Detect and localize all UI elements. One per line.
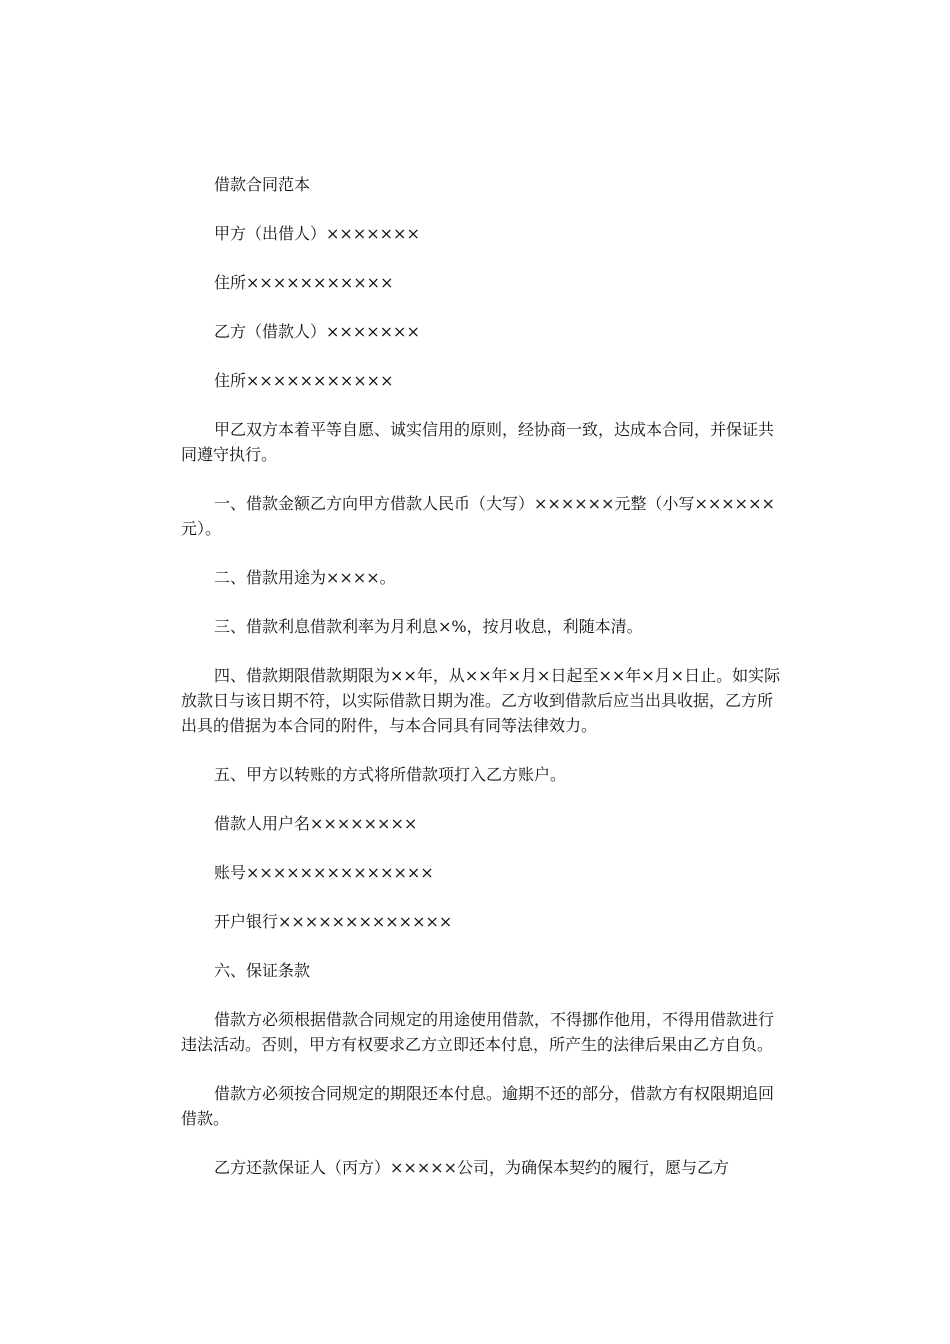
account-number: 账号×××××××××××××× <box>214 863 434 882</box>
guarantee-paragraph-3: 乙方还款保证人（丙方）×××××公司，为确保本契约的履行，愿与乙方 <box>214 1158 730 1177</box>
clause-2-loan-purpose: 二、借款用途为××××。 <box>214 568 396 587</box>
clause-4-loan-term: 四、借款期限借款期限为××年，从××年×月×日起至××年×月×日止。如实际放款日与该日期不符，以实际借款日期为准。乙方收到借款后应当出具收据，乙方所出具的借据为本合同的附件，与本合同具有同等法律效力。 <box>181 666 781 735</box>
clause-1-loan-amount: 一、借款金额乙方向甲方借款人民币（大写）××××××元整（小写××××××元）。 <box>181 494 775 538</box>
clause-5-transfer: 五、甲方以转账的方式将所借款项打入乙方账户。 <box>214 765 567 784</box>
document-title: 借款合同范本 <box>214 175 311 194</box>
party-b-address: 住所××××××××××× <box>214 371 394 390</box>
preamble-paragraph: 甲乙双方本着平等自愿、诚实信用的原则，经协商一致，达成本合同，并保证共同遵守执行。 <box>181 420 775 464</box>
clause-3-loan-interest: 三、借款利息借款利率为月利息×%，按月收息，利随本清。 <box>214 617 643 636</box>
clause-6-guarantee-heading: 六、保证条款 <box>214 961 311 980</box>
guarantee-paragraph-2: 借款方必须按合同规定的期限还本付息。逾期不还的部分，借款方有权限期追回借款。 <box>181 1084 775 1128</box>
borrower-username: 借款人用户名×××××××× <box>214 814 418 833</box>
party-a-address: 住所××××××××××× <box>214 273 394 292</box>
guarantee-paragraph-1: 借款方必须根据借款合同规定的用途使用借款，不得挪作他用，不得用借款进行违法活动。否则，甲方有权要求乙方立即还本付息，所产生的法律后果由乙方自负。 <box>181 1010 775 1054</box>
document-body <box>181 172 781 1204</box>
party-a-lender: 甲方（出借人）××××××× <box>214 224 420 243</box>
party-b-borrower: 乙方（借款人）××××××× <box>214 322 420 341</box>
opening-bank: 开户银行××××××××××××× <box>214 912 453 931</box>
